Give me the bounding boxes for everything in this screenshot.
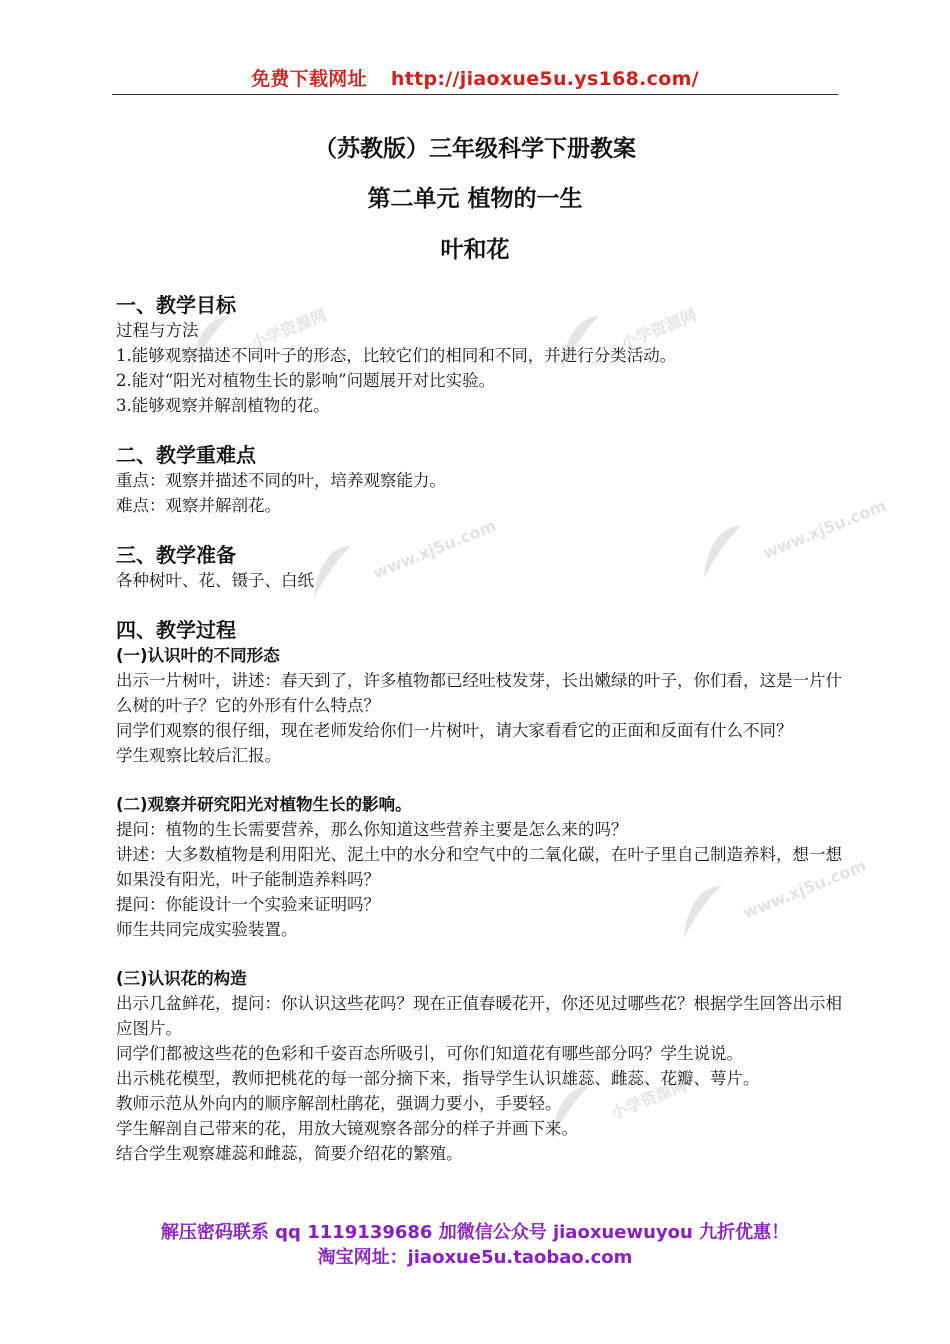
- paragraph: 提问：植物的生长需要营养，那么你知道这些营养主要是怎么来的吗？: [116, 820, 628, 839]
- subsection-title: (一)认识叶的不同形态: [116, 646, 280, 665]
- subsection-title: (三)认识花的构造: [116, 969, 247, 988]
- watermark-brand: 小学资源网: [608, 1075, 690, 1123]
- paragraph: 同学们都被这些花的色彩和千姿百态所吸引，可你们知道花有哪些部分吗？学生说说。: [116, 1044, 743, 1063]
- watermark-site: www.xj5u.com: [740, 855, 869, 923]
- paragraph: 同学们观察的很仔细，现在老师发给你们一片树叶，请大家看看它的正面和反面有什么不同？: [116, 721, 793, 740]
- footer-contact: 解压密码联系 qq 1119139686 加微信公众号 jiaoxuewuyou 九折优惠！: [160, 1222, 790, 1243]
- download-label: 免费下载网址: [251, 68, 367, 90]
- paragraph: 讲述：大多数植物是利用阳光、泥土中的水分和空气中的二氧化碳，在叶子里自己制造养料，想一想如果没有阳光，叶子能制造养料吗？: [116, 845, 842, 889]
- paragraph: 教师示范从外向内的顺序解剖杜鹃花，强调力要小，手要轻。: [116, 1094, 562, 1113]
- document-title: （苏教版）三年级科学下册教案: [314, 136, 636, 162]
- paragraph: 出示几盆鲜花，提问：你认识这些花吗？现在正值春暖花开，你还见过哪些花？根据学生回答出示相应图片。: [116, 994, 842, 1038]
- footer-shop-link[interactable]: 淘宝网址：jiaoxue5u.taobao.com: [317, 1247, 633, 1268]
- lesson-title: 叶和花: [440, 237, 510, 263]
- download-url-link[interactable]: http://jiaoxue5u.ys168.com/: [390, 68, 699, 90]
- document-body: [116, 292, 844, 1166]
- paragraph: 师生共同完成实验装置。: [116, 920, 298, 939]
- paragraph: 出示一片树叶，讲述：春天到了，许多植物都已经吐枝发芽，长出嫩绿的叶子，你们看，这是一片什么树的叶子？它的外形有什么特点？: [116, 671, 842, 715]
- paragraph: 学生解剖自己带来的花，用放大镜观察各部分的样子并画下来。: [116, 1119, 578, 1138]
- header-divider: [112, 94, 838, 95]
- unit-title: 第二单元 植物的一生: [367, 186, 583, 212]
- section-title-key-points: 二、教学重难点: [116, 443, 256, 467]
- section-title-process: 四、教学过程: [116, 618, 236, 642]
- paragraph: 1.能够观察描述不同叶子的形态，比较它们的相同和不同，并进行分类活动。: [116, 346, 677, 365]
- paragraph: 各种树叶、花、镊子、白纸: [116, 571, 314, 590]
- watermark-brand: 小学资源网: [248, 305, 330, 353]
- paragraph: 过程与方法: [116, 321, 199, 340]
- watermark-site: www.xj5u.com: [370, 515, 499, 583]
- paragraph: 2.能对“阳光对植物生长的影响”问题展开对比实验。: [116, 371, 496, 390]
- paragraph: 提问：你能设计一个实验来证明吗？: [116, 895, 380, 914]
- subsection-title: (二)观察并研究阳光对植物生长的影响。: [116, 795, 412, 814]
- watermark-site: www.xj5u.com: [760, 495, 889, 563]
- watermark-brand: 小学资源网: [618, 305, 700, 353]
- paragraph: 重点：观察并描述不同的叶，培养观察能力。: [116, 471, 446, 490]
- paragraph: 3.能够观察并解剖植物的花。: [116, 396, 330, 415]
- section-title-preparation: 三、教学准备: [116, 543, 236, 567]
- download-header: [112, 64, 838, 91]
- paragraph: 难点：观察并解剖花。: [116, 496, 281, 515]
- paragraph: 出示桃花模型，教师把桃花的每一部分摘下来，指导学生认识雄蕊、雌蕊、花瓣、萼片。: [116, 1069, 760, 1088]
- paragraph: 结合学生观察雄蕊和雌蕊，简要介绍花的繁殖。: [116, 1144, 463, 1163]
- paragraph: 学生观察比较后汇报。: [116, 746, 281, 765]
- section-title-objectives: 一、教学目标: [116, 293, 236, 317]
